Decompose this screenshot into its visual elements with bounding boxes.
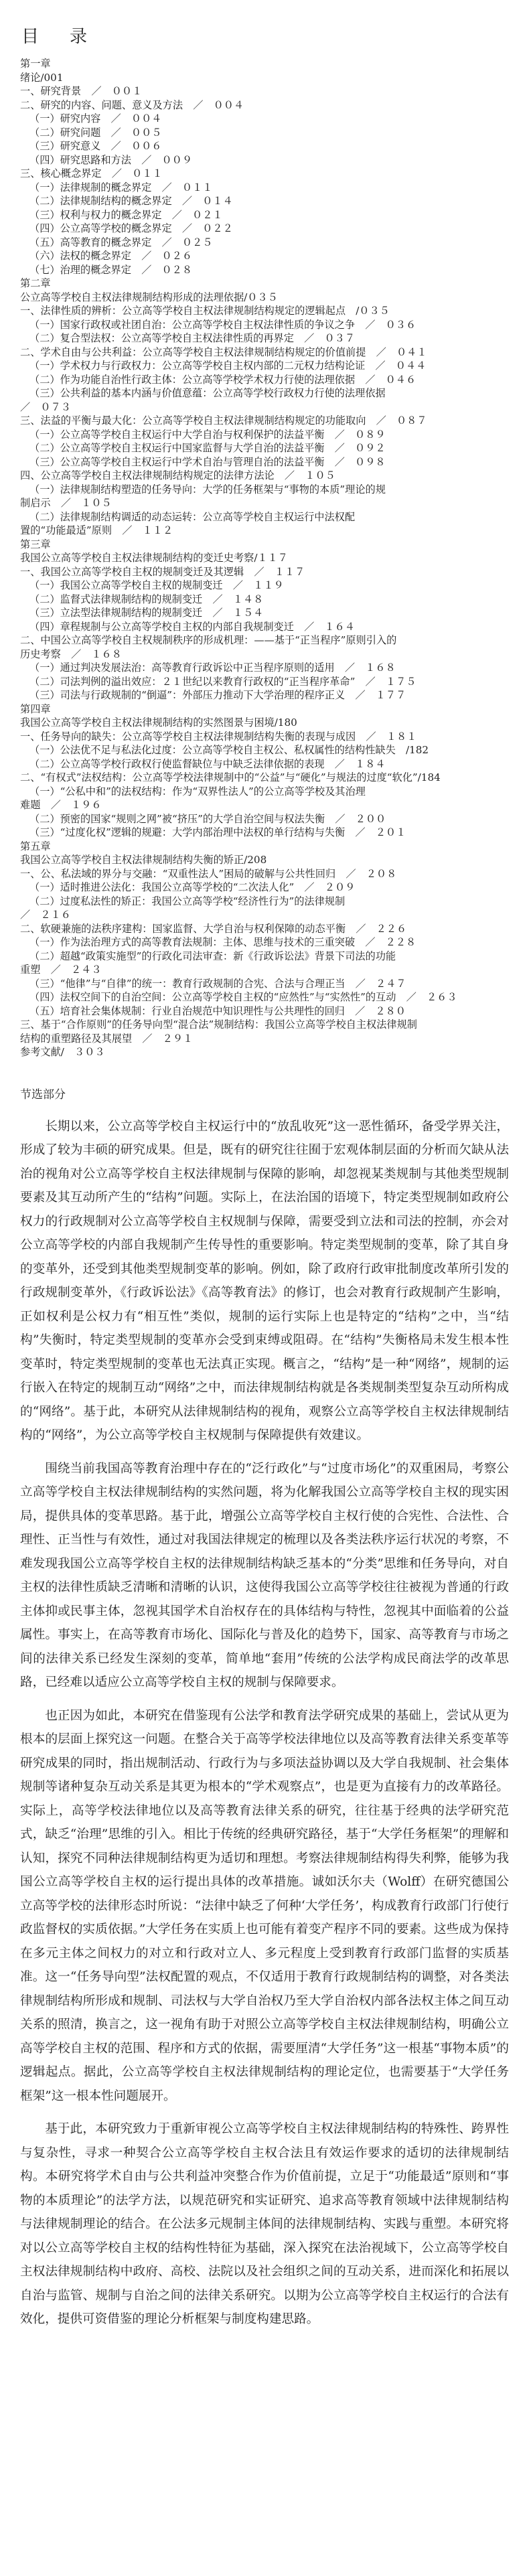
toc-entry: （一）通过判决发展法治：高等教育行政诉讼中正当程序原则的适用 ／ １６８ [29, 662, 396, 674]
toc-entry: 难题 ／ １９６ [20, 799, 102, 811]
toc-entry: 我国公立高等学校自主权法律规制结构失衡的矫正/208 [20, 854, 267, 866]
toc-entry: 二、学术自由与公共利益：公立高等学校自主权法律规制结构规定的价值前提 ／ ０４１ [20, 346, 427, 358]
toc-chapter-heading: 第一章 [20, 58, 51, 70]
toc-entry: 二、中国公立高等学校自主权规制秩序的形成机理：——基于“正当程序”原则引入的 [20, 634, 397, 646]
toc-entry: （三）“他律”与“自律”的统一：教育行政规制的合宪、合法与合理正当 ／ ２４７ [29, 977, 406, 990]
toc-entry: （一）公法优不足与私法化过度：公立高等学校自主权公、私权属性的结构性缺失 /182 [29, 744, 429, 756]
toc-entry: （一）适时推进公法化：我国公立高等学校的“二次法人化” ／ ２０９ [29, 881, 356, 893]
toc-entry: （一）法律规制的概念界定 ／ ０１１ [29, 181, 213, 194]
toc-entry: 公立高等学校自主权法律规制结构形成的法理依据/０３５ [20, 291, 278, 303]
toc-entry: （七）治理的概念界定 ／ ０２８ [29, 263, 192, 276]
excerpt-heading: 节选部分 [20, 1087, 66, 1102]
toc-entry: （三）立法型法律规制结构的规制变迁 ／ １５４ [29, 607, 264, 619]
toc-entry: （五）培育社会集体规制：行业自治规范中知识理性与公共理性的回归 ／ ２８０ [29, 1004, 406, 1017]
toc-entry: （二）法律规制结构的概念界定 ／ ０１４ [29, 195, 233, 207]
toc-entry: （四）研究思路和方法 ／ ００９ [29, 153, 192, 166]
toc-entry: （二）公立高等学校自主权运行中国家监督与大学自治的法益平衡 ／ ０９２ [29, 442, 386, 454]
toc-entry: 一、法律性质的辨析：公立高等学校自主权法律规制结构规定的逻辑起点 /０３５ [20, 305, 390, 317]
toc-entry: （一）作为法治理方式的高等教育法规制：主体、思维与技术的三重突破 ／ ２２８ [29, 936, 417, 948]
toc-entry: 四、公立高等学校自主权法律规制结构规定的法律方法论 ／ １０５ [20, 469, 335, 481]
toc-entry: 三、法益的平衡与最大化：公立高等学校自主权法律规制结构规定的功能取向 ／ ０８７ [20, 414, 427, 427]
toc-entry: 一、研究背景 ／ ００１ [20, 85, 143, 97]
toc-entry: 一、公、私法域的界分与交融：“双重性法人”困局的破解与公共性回归 ／ ２０８ [20, 867, 397, 880]
table-of-contents [20, 57, 509, 1059]
toc-entry: （一）“公私中和”的法权结构：作为“双界性法人”的公立高等学校及其治理 [29, 785, 366, 798]
toc-entry: （三）公共利益的基本内涵与价值意蕴：公立高等学校行政权力行使的法理依据 [29, 387, 386, 399]
toc-chapter-heading: 第二章 [20, 277, 51, 289]
toc-entry: 绪论/001 [20, 71, 64, 84]
toc-entry: （二）预密的国家“规则之网”被“挤压”的大学自治空间与权法失衡 ／ ２００ [29, 812, 386, 825]
toc-entry: （三）司法与行政规制的“倒逼”：外部压力推动下大学治理的程序正义 ／ １７７ [29, 689, 406, 701]
toc-entry: （一）研究内容 ／ ００４ [29, 112, 162, 125]
toc-entry: 一、任务导向的缺失：公立高等学校自主权法律规制结构失衡的表现与成因 ／ １８１ [20, 730, 417, 743]
toc-entry: 三、核心概念界定 ／ ０１１ [20, 167, 163, 179]
toc-entry: （四）章程规制与公立高等学校自主权的内部自我规制变迁 ／ １６４ [29, 620, 355, 633]
body-paragraph: 基于此，本研究致力于重新审视公立高等学校自主权法律规制结构的特殊性、跨界性与复杂性，寻求一种契合公立高等学校自主权合法且有效运作要求的适切的法律规制结构。本研究将学术自由与公共利益冲突整合作为价值前提，立足于“功能最适”原则和“事物的本质理论”的法学方法，以规范研究和实证研究、追求高等教育领域中法律规制结构与法律规制理论的结合。在公法多元规制主体间的法律规制结构、实践与重塑。本研究将对以公立高等学校自主权的结构性特征为基础，深入探究在法治视域下，公立高等学校自主权法律规制结构中政府、高校、法院以及社会组织之间的互动关系，进而深化和拓展以自治与监管、规制与自治之间的法律关系研究。以期为公立高等学校自主权运行的合法有效化，提供可资借鉴的理论分析框架与制度构建思路。 [20, 2122, 509, 2326]
toc-entry: ／ ０７３ [20, 400, 71, 413]
toc-entry: 置的“功能最适”原则 ／ １１２ [20, 524, 173, 536]
toc-entry: 结构的重塑路径及其展望 ／ ２９１ [20, 1032, 194, 1045]
toc-entry: （二）公立高等学校行政权行使监督缺位与中缺乏法律依据的表现 ／ １８４ [29, 757, 386, 770]
toc-entry: 二、研究的内容、问题、意义及方法 ／ ００４ [20, 98, 244, 111]
toc-entry: （一）学术权力与行政权力：公立高等学校自主权内部的二元权力结构论证 ／ ０４４ [29, 360, 427, 372]
toc-entry: 二、软硬兼施的法秩序建构：国家监督、大学自治与权利保障的动态平衡 ／ ２２６ [20, 922, 407, 935]
toc-entry: 我国公立高等学校自主权法律规制结构的实然图景与困境/180 [20, 716, 297, 729]
toc-entry: （一）公立高等学校自主权运行中大学自治与权利保护的法益平衡 ／ ０８９ [29, 428, 386, 441]
toc-entry: （一）我国公立高等学校自主权的规制变迁 ／ １１９ [29, 579, 284, 591]
toc-entry: （四）公立高等学校的概念界定 ／ ０２２ [29, 222, 233, 234]
toc-entry: （二）作为功能自治性行政主体：公立高等学校学术权力行使的法理依据 ／ ０４６ [29, 373, 417, 386]
toc-entry: ／ ２１６ [20, 909, 71, 921]
toc-entry: 重塑 ／ ２４３ [20, 964, 102, 976]
body-paragraph: 围绕当前我国高等教育治理中存在的“泛行政化”与“过度市场化”的双重困局，考察公立高等学校自主权法律规制结构的实然问题，将为化解我国公立高等学校自主权的现实困局，提供具体的变革思路。基于此，增强公立高等学校自主权行使的合宪性、合法性、合理性、正当性与有效性，通过对我国法律规定的梳理以及各类法秩序运行状况的考察，不难发现我国公立高等学校自主权的法律规制结构缺乏基本的“分类”思维和任务导向，对自主权的法律性质缺乏清晰和清晰的认识，这使得我国公立高等学校往往被视为普通的行政主体抑或民事主体，忽视其国学术自治权存在的具体结构与特性，忽视其中面临着的公益属性。事实上，在高等教育市场化、国际化与普及化的趋势下，国家、高等教育与市场之间的法律关系已经发生深刻的变革，简单地“套用”传统的公法学构成民商法学的改革思路，已经难以适应公立高等学校自主权的规制与保障要求。 [20, 1461, 509, 1689]
page-title: 目 录 [21, 27, 94, 47]
toc-chapter-heading: 第五章 [20, 840, 51, 852]
toc-entry: （四）法权空间下的自治空间：公立高等学校自主权的“应然性”与“实然性”的互动 ／ ２６３ [29, 991, 457, 1003]
toc-entry: （二）复合型法权：公立高等学校自主权法律性质的再界定 ／ ０３７ [29, 332, 355, 344]
body-paragraph: 也正因为如此，本研究在借鉴现有公法学和教育法学研究成果的基础上，尝试从更为根本的层面上探究这一问题。在整合关于高等学校法律地位以及高等教育法律关系变革等研究成果的同时，指出规制活动、行政行为与多项法益协调以及大学自我规制、社会集体规制等诸种复杂互动关系是其更为根本的“学术观察点”，也是更为直接有力的改革路径。实际上，高等学校法律地位以及高等教育法律关系的研究，往往基于经典的法学研究范式，缺乏“治理”思维的引入。相比于传统的经典研究路径，基于“大学任务框架”的理解和认知，探究不同种法律规制结构更为适切和理想。考察法律规制结构得失利弊，能够为我国公立高等学校自主权的运行提出具体的改革措施。诚如沃尔夫（Wolff）在研究德国公立高等学校的法律形态时所说：“法律中缺乏了何种‘大学任务’，构成教育行政部门行使行政监督权的实质依据。”大学任务在实质上也可能有着变产程序不同的要素。这些成为保持在多元主体之间权力的对立和行政对立人、多元程度上受到教育行政部门监督的实质基准。这一“任务导向型”法权配置的观点，不仅适用于教育行政规制结构的调整，对各类法律规制结构所形成和规制、司法权与大学自治权乃至大学自治权内部各法权主体之间互动 关系的照清，换言之，这一视角有助于对照公立高等学校自主权法律规制结构，明确公立高等学校自主权的范围、程序和方式的依据，需要厘清“大学任务”这一根基“事物本质”的逻辑起点。据此，公立高等学校自主权法律规制结构的理论定位，也需要基于“大学任务框架”这一根本性问题展开。 [20, 1708, 509, 2103]
toc-entry: （二）过度私法性的矫正：我国公立高等学校“经济性行为”的法律规制 [29, 895, 346, 907]
toc-entry: 制启示 ／ １０５ [20, 497, 112, 509]
toc-entry: （二）研究问题 ／ ００５ [29, 126, 162, 139]
excerpt-body [20, 1115, 509, 2332]
toc-entry: （一）国家行政权或社团自治：公立高等学校自主权法律性质的争议之争 ／ ０３６ [29, 318, 417, 331]
toc-entry: （三）权利与权力的概念界定 ／ ０２１ [29, 208, 223, 221]
toc-chapter-heading: 第三章 [20, 538, 51, 550]
toc-entry: （五）高等教育的概念界定 ／ ０２５ [29, 236, 213, 248]
toc-entry: 历史考察 ／ １６８ [20, 648, 122, 660]
toc-entry: （三）研究意义 ／ ００６ [29, 140, 162, 152]
body-paragraph: 长期以来，公立高等学校自主权运行中的“放乱收死”这一恶性循环，备受学界关注，形成了较为丰硕的研究成果。但是，既有的研究往往囿于宏观体制层面的分析而欠缺从法治的视角对公立高等学校自主权法律规制与保障的影响，却忽视某类规制与其他类型规制要素及其互动所产生的“结构”问题。实际上，在法治国的语境下，特定类型规制如政府公权力的行政规制对公立高等学校自主权规制与保障，需要受到立法和司法的控制，亦会对公立高等学校的内部自我规制产生传导性的重要影响。特定类型规制的变革，除了其自身的变革外，还受到其他类型规制变革的影响。例如，除了政府行政审批制度改革所引发的行政规制变革外，《行政诉讼法》《高等教育法》的修订，也会对教育行政规制产生影响，正如权利是公权力有“相互性”类似，规制的运行实际上也是特定的“结构”之中，当“结构”失衡时，特定类型规制的变革亦会受到束缚或阻碍。在“结构”失衡格局未发生根本性变革时，特定类型规制的变革也无法真正实现。概言之，“结构”是一种“网络”，规制的运行嵌入在特定的规制互动“网络”之中，而法律规制结构就是各类规制类型复杂互动所构成的“网络”。基于此，本研究从法律规制结构的视角，观察公立高等学校自主权法律规制结构的“网络”，为公立高等学校自主权规制与保障提供有效建议。 [20, 1119, 509, 1442]
toc-chapter-heading: 第四章 [20, 702, 51, 715]
toc-entry: （六）法权的概念界定 ／ ０２６ [29, 250, 192, 262]
toc-entry: （二）法律规制结构调适的动态运转：公立高等学校自主权运行中法权配 [29, 510, 355, 523]
toc-entry: 二、“有权式”法权结构：公立高等学校法律规制中的“公益”与“硬化”与规法的过度“软化”/184 [20, 771, 441, 783]
toc-entry: 一、我国公立高等学校自主权的规制变迁及其逻辑 ／ １１７ [20, 565, 305, 578]
toc-entry: （二）超越“政策实施型”的行政化司法审查：新《行政诉讼法》背景下司法的功能 [29, 950, 396, 962]
toc-entry: （二）监督式法律规制结构的规制变迁 ／ １４８ [29, 593, 264, 605]
toc-entry: 三、基于“合作原则”的任务导向型“混合法”规制结构：我国公立高等学校自主权法律规制 [20, 1018, 417, 1031]
toc-entry: （一）法律规制结构塑造的任务导向：大学的任务框架与“事物的本质”理论的规 [29, 483, 386, 496]
toc-entry: （三）“过度化权”逻辑的规避：大学内部治理中法权的单行结构与失衡 ／ ２０１ [29, 826, 406, 838]
toc-entry: 我国公立高等学校自主权法律规制结构的变迁史考察/１１７ [20, 552, 288, 564]
toc-entry: （二）司法判例的溢出效应：２１世纪以来教育行政权的“正当程序革命” ／ １７５ [29, 675, 417, 688]
toc-entry: （三）公立高等学校自主权运行中学术自治与管理自治的法益平衡 ／ ０９８ [29, 455, 386, 468]
toc-entry: 参考文献/ ３０３ [20, 1046, 105, 1058]
